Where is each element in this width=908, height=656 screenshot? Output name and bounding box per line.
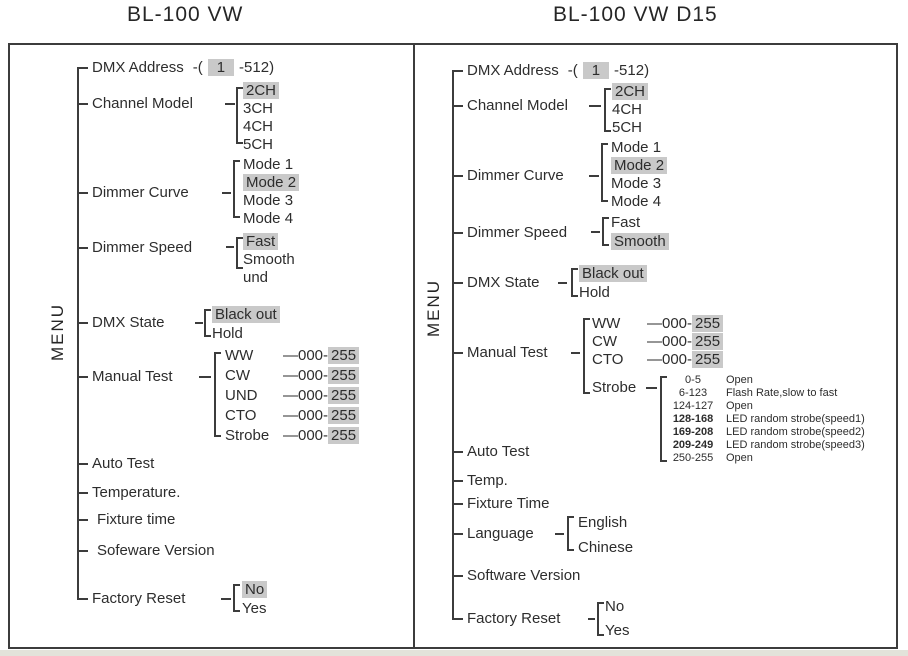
option: English	[578, 514, 628, 531]
dmx-address-label: DMX Address	[467, 62, 559, 79]
dmx-address-label: DMX Address	[92, 59, 184, 76]
right-software-version-label: Software Version	[467, 567, 581, 584]
connector-line	[588, 618, 595, 620]
tree-branch-tick	[452, 533, 463, 535]
left-fixture-time-label: Fixture time	[97, 511, 176, 528]
tree-branch-tick	[77, 192, 88, 194]
tree-branch-tick	[77, 247, 88, 249]
options-bracket	[571, 268, 578, 297]
channel-name: WW	[592, 315, 621, 332]
strobe-range: 128-168	[672, 413, 714, 425]
connector-line	[589, 105, 601, 107]
left-dimmer-speed-label: Dimmer Speed	[92, 239, 193, 256]
connector-line	[646, 387, 657, 389]
left-dmx-state-label: DMX State	[92, 314, 165, 331]
options-bracket	[660, 376, 667, 462]
left-factory-reset-label: Factory Reset	[92, 590, 186, 607]
strobe-desc: Flash Rate,slow to fast	[726, 387, 838, 399]
connector-line	[199, 376, 211, 378]
strobe-range: 250-255	[672, 452, 714, 464]
channel-name: Strobe	[225, 427, 270, 444]
strobe-range: 0-5	[685, 374, 701, 386]
option: Hold	[212, 325, 243, 342]
tree-branch-tick	[77, 550, 88, 552]
strobe-range: 169-208	[672, 426, 714, 438]
option: 4CH	[243, 118, 274, 135]
connector-line	[558, 282, 567, 284]
dmx-address-close: -512)	[239, 59, 275, 76]
left-temperature-label: Temperature.	[92, 484, 181, 501]
option-selected: Black out	[212, 306, 280, 323]
tree-branch-tick	[452, 503, 463, 505]
option-selected: Mode 2	[243, 174, 299, 191]
right-manual-test-label: Manual Test	[467, 344, 548, 361]
channel-name: WW	[225, 347, 254, 364]
right-dimmer-curve-label: Dimmer Curve	[467, 167, 564, 184]
options-bracket	[204, 309, 211, 337]
options-bracket	[236, 87, 243, 144]
connector-line	[195, 322, 203, 324]
connector-line	[555, 533, 564, 535]
range-prefix: —000-	[647, 351, 693, 368]
strobe-desc: Open	[726, 452, 753, 464]
right-dimmer-speed-options	[611, 213, 669, 251]
tree-branch-tick	[452, 175, 463, 177]
options-bracket	[602, 217, 609, 246]
strobe-desc: LED random strobe(speed3)	[726, 439, 865, 451]
tree-branch-tick	[452, 282, 463, 284]
options-bracket	[214, 352, 221, 437]
tree-branch-tick	[452, 575, 463, 577]
option-selected: 2CH	[612, 83, 648, 100]
option: Mode 3	[243, 192, 294, 209]
option-selected: Fast	[243, 233, 278, 250]
right-dmx-state-label: DMX State	[467, 274, 540, 291]
option: Smooth	[243, 251, 295, 268]
range-prefix: —000-	[647, 333, 693, 350]
option: Chinese	[578, 539, 634, 556]
range-max: 255	[328, 347, 359, 364]
option-selected: Mode 2	[611, 157, 667, 174]
options-bracket	[583, 318, 590, 394]
strobe-range: 6-123	[678, 387, 708, 399]
option: Fast	[611, 214, 641, 231]
connector-line	[225, 103, 235, 105]
option: und	[243, 269, 269, 286]
range-prefix: —000-	[647, 315, 693, 332]
options-bracket	[567, 516, 574, 551]
option: 3CH	[243, 100, 274, 117]
right-menu-label: MENU	[424, 278, 443, 338]
right-factory-reset-options	[605, 595, 629, 643]
panel-divider-line	[413, 43, 415, 649]
tree-branch-tick	[77, 103, 88, 105]
strobe-range: 209-249	[672, 439, 714, 451]
left-channel-model-label: Channel Model	[92, 95, 193, 112]
page-bottom-edge	[0, 650, 908, 656]
right-panel-title: BL-100 VW D15	[553, 3, 718, 26]
option: 5CH	[612, 119, 643, 136]
option: Mode 4	[243, 210, 294, 227]
right-auto-test-label: Auto Test	[467, 443, 530, 460]
right-dimmer-curve-options	[611, 139, 667, 211]
left-dimmer-curve-options	[243, 156, 299, 228]
options-bracket	[604, 88, 611, 132]
option-selected: Smooth	[611, 233, 669, 250]
options-bracket	[597, 602, 604, 636]
connector-line	[571, 352, 580, 354]
tree-branch-tick	[452, 352, 463, 354]
strobe-desc: LED random strobe(speed1)	[726, 413, 865, 425]
tree-branch-tick	[452, 480, 463, 482]
range-prefix: —000-	[283, 387, 329, 404]
left-panel-title: BL-100 VW	[127, 3, 244, 26]
connector-line	[226, 246, 234, 248]
tree-branch-tick	[77, 463, 88, 465]
tree-branch-tick	[452, 451, 463, 453]
option: Mode 3	[611, 175, 662, 192]
range-max: 255	[328, 367, 359, 384]
dmx-address-value: 1	[208, 59, 234, 76]
strobe-desc: Open	[726, 400, 753, 412]
channel-name: CTO	[225, 407, 257, 424]
options-bracket	[233, 584, 240, 612]
channel-name: CTO	[592, 351, 624, 368]
range-max: 255	[328, 387, 359, 404]
channel-name: CW	[592, 333, 617, 350]
range-prefix: —000-	[283, 367, 329, 384]
tree-branch-tick	[77, 492, 88, 494]
right-fixture-time-label: Fixture Time	[467, 495, 550, 512]
right-strobe-table	[667, 374, 865, 465]
dmx-address-open: -(	[567, 62, 578, 79]
left-manual-test-channels	[225, 346, 359, 446]
options-bracket	[233, 160, 240, 218]
option: Mode 1	[611, 139, 662, 156]
connector-line	[222, 192, 231, 194]
tree-branch-tick	[452, 232, 463, 234]
left-auto-test-label: Auto Test	[92, 455, 155, 472]
right-tree-trunk	[452, 70, 454, 620]
option: No	[605, 598, 625, 615]
option: Yes	[242, 600, 267, 617]
strobe-desc: Open	[726, 374, 753, 386]
tree-branch-tick	[77, 519, 88, 521]
left-software-version-label: Sofeware Version	[97, 542, 215, 559]
connector-line	[221, 598, 231, 600]
tree-branch-tick	[77, 598, 88, 600]
option-selected: Black out	[579, 265, 647, 282]
option: 4CH	[612, 101, 643, 118]
range-prefix: —000-	[283, 347, 329, 364]
right-channel-model-options	[612, 83, 648, 137]
left-menu-label: MENU	[48, 302, 67, 362]
dmx-address-close: -512)	[614, 62, 650, 79]
tree-branch-tick	[77, 67, 88, 69]
right-channel-model-label: Channel Model	[467, 97, 568, 114]
option: Mode 1	[243, 156, 294, 173]
strobe-range: 124-127	[672, 400, 714, 412]
right-dmx-state-options	[579, 264, 647, 302]
options-bracket	[601, 143, 608, 202]
left-manual-test-label: Manual Test	[92, 368, 173, 385]
tree-branch-tick	[452, 70, 463, 72]
right-strobe-label: Strobe	[592, 379, 637, 396]
range-max: 255	[328, 427, 359, 444]
left-dmx-address-row	[92, 59, 274, 77]
strobe-desc: LED random strobe(speed2)	[726, 426, 865, 438]
option: Mode 4	[611, 193, 662, 210]
tree-branch-tick	[452, 618, 463, 620]
right-language-label: Language	[467, 525, 534, 542]
connector-line	[591, 231, 600, 233]
range-prefix: —000-	[283, 407, 329, 424]
left-dmx-state-options	[212, 305, 280, 343]
range-max: 255	[692, 315, 723, 332]
range-max: 255	[692, 333, 723, 350]
dmx-address-open: -(	[192, 59, 203, 76]
left-dimmer-speed-options	[243, 233, 295, 287]
right-language-options	[578, 510, 633, 560]
left-channel-model-options	[243, 82, 279, 154]
range-max: 255	[328, 407, 359, 424]
options-bracket	[236, 237, 243, 269]
left-dimmer-curve-label: Dimmer Curve	[92, 184, 189, 201]
right-dimmer-speed-label: Dimmer Speed	[467, 224, 568, 241]
range-prefix: —000-	[283, 427, 329, 444]
right-manual-test-channels	[592, 315, 723, 369]
option-selected: No	[242, 581, 267, 598]
right-dmx-address-row	[467, 62, 649, 80]
right-factory-reset-label: Factory Reset	[467, 610, 561, 627]
option-selected: 2CH	[243, 82, 279, 99]
right-temp-label: Temp.	[467, 472, 508, 489]
option: Yes	[605, 622, 630, 639]
left-factory-reset-options	[242, 580, 267, 618]
tree-branch-tick	[77, 322, 88, 324]
dmx-address-value: 1	[583, 62, 609, 79]
connector-line	[589, 175, 599, 177]
channel-name: CW	[225, 367, 250, 384]
option: Hold	[579, 284, 610, 301]
option: 5CH	[243, 136, 274, 153]
tree-branch-tick	[452, 105, 463, 107]
tree-branch-tick	[77, 376, 88, 378]
channel-name: UND	[225, 387, 258, 404]
range-max: 255	[692, 351, 723, 368]
